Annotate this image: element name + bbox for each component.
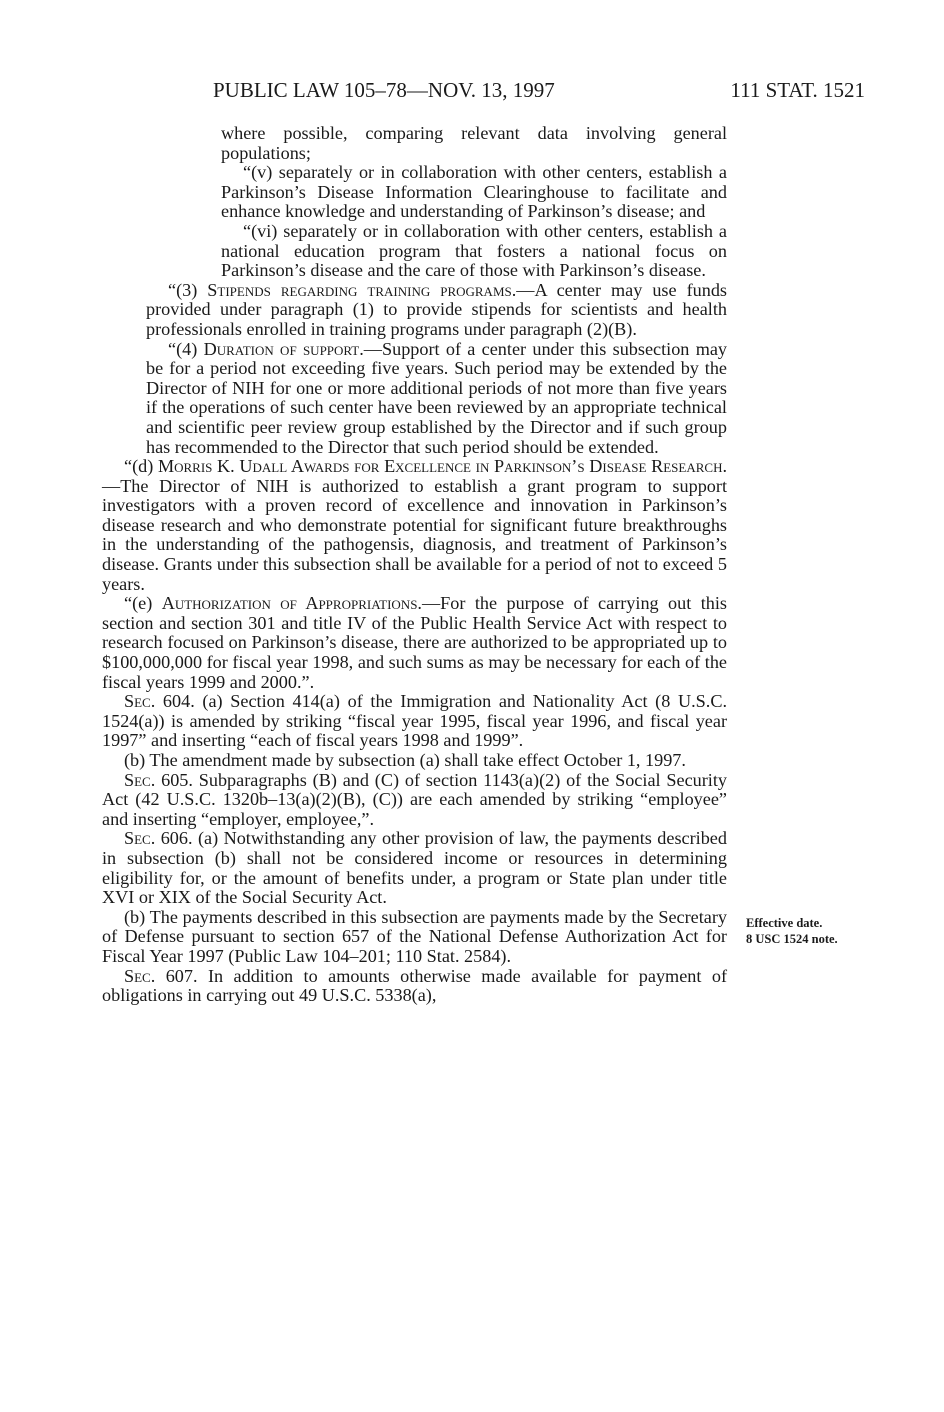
paragraph-text: —A center may use funds provided under paragraph (1) to provide stipends for scientists and health professionals enrolled in training programs under paragraph (2)(B).: [146, 279, 728, 339]
section-heading: Sec. 604.: [124, 691, 195, 712]
running-header: [213, 76, 865, 104]
section-heading: Sec. 605.: [124, 769, 193, 790]
paragraph-lead: “(d): [124, 456, 158, 477]
paragraph-sec-606-b: [102, 908, 727, 967]
margin-note-effective-date: Effective date.: [746, 916, 823, 930]
paragraph-sec-604: [102, 692, 727, 751]
paragraph-heading: Stipends regarding training programs.: [207, 279, 517, 300]
paragraph-text: —Support of a center under this subsection may be for a period not exceeding five years. Such period may be extended by the Director of NIH for one or more additional periods of not more than five years if the operations of such center have been reviewed by an appropriate technical and scientific peer review group established by the Director and if such group has recommended to the Director that such period should be extended.: [146, 338, 728, 457]
paragraph-sec-605: [102, 771, 727, 830]
paragraph-text: —The Director of NIH is authorized to establish a grant program to support investigators with a proven record of excellence and innovation in Parkinson’s disease research and who demonstrate potential for significant future breakthroughs in the understanding of the pathogensis, diagnosis, and treatment of Parkinson’s disease. Grants under this subsection shall be available for a period of not to exceed 5 years.: [102, 475, 727, 594]
margin-note-usc-citation: 8 USC 1524 note.: [746, 932, 838, 946]
paragraph-stipends: [102, 281, 727, 340]
paragraph-heading: Morris K. Udall Awards for Excellence in Parkinson’s Disease Research.: [157, 456, 727, 477]
paragraph-text: where possible, comparing relevant data involving general populations;: [221, 123, 727, 163]
paragraph-text: (a) Notwithstanding any other provision of law, the payments described in subsection (b) shall not be considered income or resources in determining eligibility for, or the amount of benefits under, a program or State plan under title XVI or XIX of the Social Security Act.: [102, 828, 727, 908]
paragraph-continued: [102, 124, 727, 163]
paragraph-sec-607: [102, 967, 727, 1006]
paragraph-text: Subparagraphs (B) and (C) of section 1143(a)(2) of the Social Security Act (42 U.S.C. 1320b–13(a)(2)(B), (C)) are each amended by striking “employee” and inserting “employer, employee,”.: [102, 769, 727, 829]
paragraph-lead: “(e): [124, 593, 162, 614]
paragraph-sec-606: [102, 829, 727, 907]
paragraph-sec-604-b: [102, 751, 727, 771]
paragraph-heading: Duration of support.: [203, 338, 364, 359]
document-body: [102, 124, 727, 1006]
paragraph-udall-awards: [102, 457, 727, 594]
paragraph-clause-vi: [102, 222, 727, 281]
paragraph-text: (a) Section 414(a) of the Immigration and Nationality Act (8 U.S.C. 1524(a)) is amended by striking “fiscal year 1995, fiscal year 1996, and fiscal year 1997” and inserting “each of fiscal years 1998 and 1999”.: [102, 691, 727, 751]
header-public-law: PUBLIC LAW 105–78—NOV. 13, 1997: [213, 78, 555, 102]
paragraph-lead: “(3): [168, 279, 208, 300]
section-heading: Sec. 606.: [124, 828, 193, 849]
paragraph-clause-v: [102, 163, 727, 222]
header-stat-page: 111 STAT. 1521: [730, 78, 865, 102]
paragraph-duration: [102, 340, 727, 458]
paragraph-text: (b) The payments described in this subsection are payments made by the Secretary of Defense pursuant to section 657 of the National Defense Authorization Act for Fiscal Year 1997 (Public Law 104–201; 110 Stat. 2584).: [102, 906, 727, 966]
section-heading: Sec. 607.: [124, 965, 198, 986]
paragraph-text: “(v) separately or in collaboration with other centers, establish a Parkinson’s Disease Information Clearinghouse to facilitate and enhance knowledge and understanding of Parkinson’s disease; and: [221, 162, 727, 222]
paragraph-text: In addition to amounts otherwise made available for payment of obligations in carrying out 49 U.S.C. 5338(a),: [102, 965, 727, 1006]
paragraph-authorization: [102, 594, 727, 692]
paragraph-text: “(vi) separately or in collaboration with other centers, establish a national education program that fosters a national focus on Parkinson’s disease and the care of those with Parkinson’s disease.: [221, 220, 727, 281]
margin-note: [746, 915, 906, 947]
paragraph-text: (b) The amendment made by subsection (a) shall take effect October 1, 1997.: [124, 750, 686, 770]
paragraph-text: —For the purpose of carrying out this section and section 301 and title IV of the Public Health Service Act with respect to research focused on Parkinson’s disease, there are authorized to be appropriated up to $100,000,000 for fiscal year 1998, and such sums as may be necessary for each of the fiscal years 1999 and 2000.”.: [102, 593, 727, 692]
paragraph-heading: Authorization of Appropriations.: [161, 593, 422, 614]
paragraph-lead: “(4): [168, 338, 204, 359]
